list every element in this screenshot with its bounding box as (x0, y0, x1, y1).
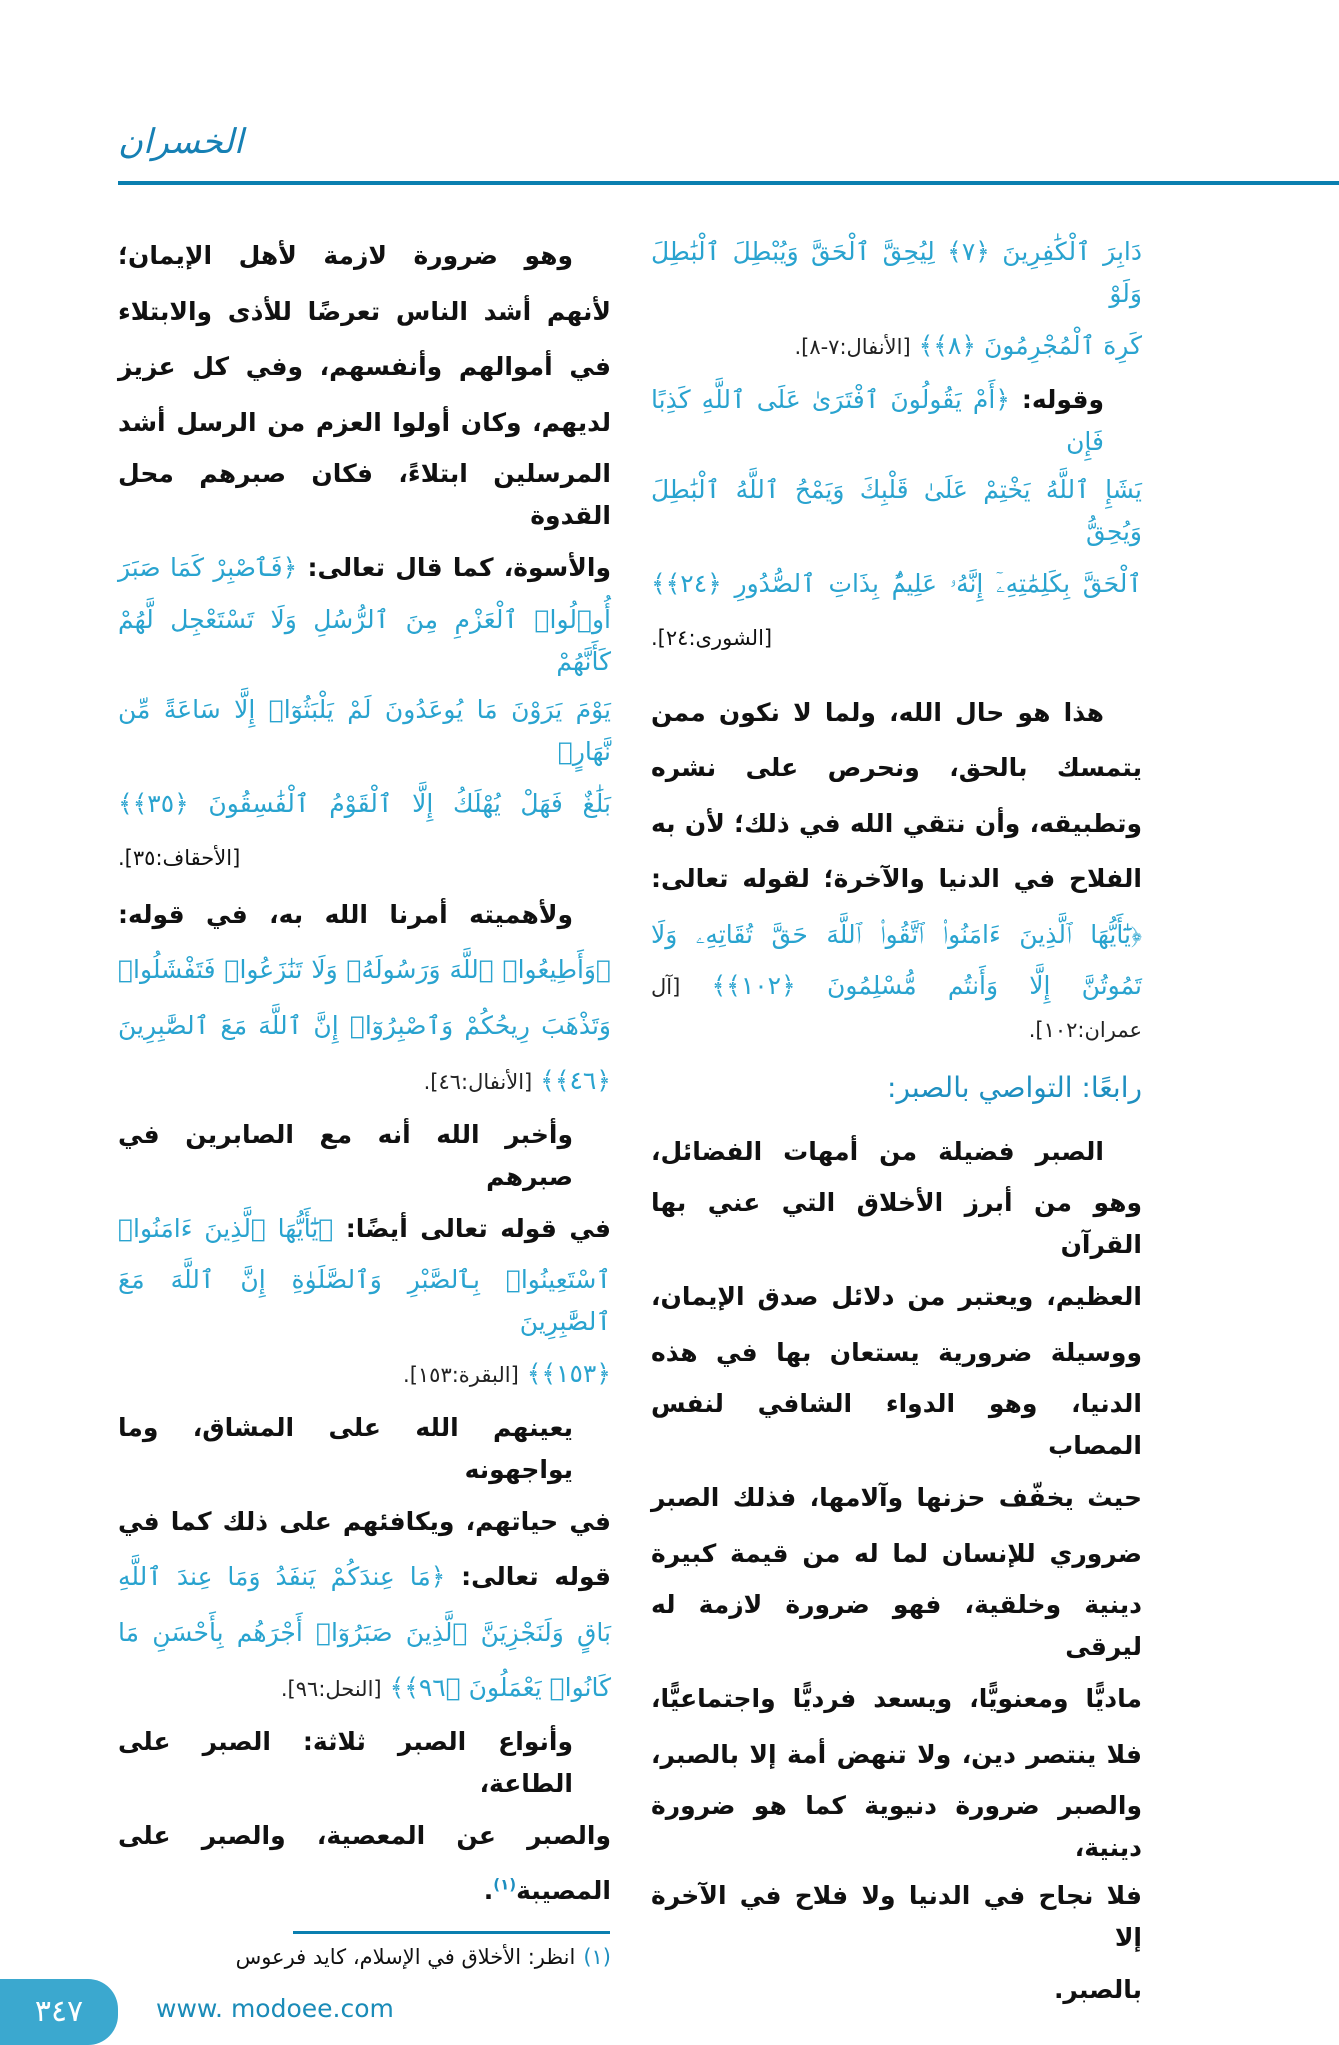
footnote-text: انظر: الأخلاق في الإسلام، كايد فرعوس (235, 1944, 576, 1969)
text-line (651, 685, 1142, 741)
text-line (118, 942, 611, 998)
quran-verse: ﴿فَٱصْبِرْ كَمَا صَبَرَ (118, 553, 298, 582)
text-segment: العظيم، ويعتبر من دلائل صدق الإيمان، (651, 1282, 1142, 1311)
text-segment: والأسوة، كما قال تعالى: (297, 553, 611, 582)
verse-reference: [آل عمران:١٠٢]. (651, 975, 1142, 1042)
text-line (651, 1470, 1142, 1526)
quran-verse: تَمُوتُنَّ إِلَّا وَأَنتُم مُّسْلِمُونَ ﴿١٠٢﴾﴾ (680, 971, 1142, 1000)
text-line (651, 1380, 1142, 1470)
header-divider (118, 181, 1339, 185)
quran-verse: دَابِرَ ٱلْكَٰفِرِينَ ﴿٧﴾ لِيُحِقَّ ٱلْحَقَّ وَيُبْطِلَ ٱلْبَٰطِلَ وَلَوْ (651, 237, 1142, 308)
text-segment: والصبر عن المعصية، والصبر على (118, 1820, 611, 1850)
quran-verse: ﴿يَٰٓأَيُّهَا ٱلَّذِينَ ءَامَنُوا۟ (118, 1213, 334, 1243)
footnote (118, 1945, 611, 1969)
footnote-marker: (١) (493, 1875, 517, 1894)
text-line (651, 907, 1142, 963)
page-number: ٣٤٧ (0, 1979, 118, 2045)
text-line (118, 1549, 611, 1605)
text-line (118, 1111, 611, 1201)
text-line (118, 284, 611, 340)
text-segment: ووسيلة ضرورية يستعان بها في هذه (651, 1337, 1142, 1367)
quran-verse: كَرِهَ ٱلْمُجْرِمُونَ ﴿٨﴾﴾ (910, 331, 1142, 360)
website-link[interactable]: www. modoee.com (156, 1993, 394, 2023)
text-line (118, 1808, 611, 1864)
text-line (118, 1660, 611, 1718)
text-line (651, 1671, 1142, 1727)
verse-reference: [النحل:٩٦]. (280, 1677, 382, 1701)
quran-verse: بَلَٰغٌ فَهَلْ يُهْلَكُ إِلَّا ٱلْقَوْمُ ٱلْفَٰسِقُونَ ﴿٣٥﴾﴾ (118, 788, 611, 818)
text-segment: دينية وخلقية، فهو ضرورة لازمة له ليرقى (651, 1590, 1142, 1661)
text-segment: بالصبر. (1053, 1975, 1142, 2004)
text-line (118, 1605, 611, 1661)
verse-reference: [الأنفال:٤٦]. (423, 1070, 533, 1094)
quran-verse: ٱلْحَقَّ بِكَلِمَٰتِهِۦٓ إِنَّهُۥ عَلِيمٌۢ بِذَاتِ ٱلصُّدُورِ ﴿٢٤﴾﴾ (651, 568, 1142, 598)
text-segment: وقوله: (1010, 384, 1104, 414)
text-line (118, 887, 611, 943)
text-segment: لأنهم أشد الناس تعرضًا للأذى والابتلاء (118, 296, 611, 326)
text-line (651, 1179, 1142, 1269)
text-line (118, 1718, 611, 1808)
section-heading (651, 1060, 1142, 1116)
text-line (118, 1256, 611, 1346)
text-segment: في حياتهم، ويكافئهم على ذلك كما في (118, 1506, 611, 1536)
text-line (118, 1201, 611, 1257)
text-line (651, 1269, 1142, 1325)
text-line (118, 540, 611, 596)
text-segment: المصيبة (516, 1876, 611, 1905)
text-line (651, 1872, 1142, 1962)
footnote-divider (293, 1931, 610, 1934)
text-segment: وأخبر الله أنه مع الصابرين في صبرهم (118, 1119, 573, 1191)
text-segment: [الشورى:٢٤]. (651, 626, 773, 650)
quran-verse: كَانُوا۟ يَعْمَلُونَ ﴿٩٦﴾﴾ (381, 1673, 611, 1702)
text-segment: ولأهميته أمرنا الله به، في قوله: (118, 899, 573, 929)
text-segment: حيث يخفّف حزنها وآلامها، فذلك الصبر (651, 1483, 1142, 1512)
text-segment: وتطبيقه، وأن نتقي الله في ذلك؛ لأن به (651, 808, 1142, 838)
text-line (651, 796, 1142, 852)
right-column (651, 228, 1142, 2018)
text-segment: هذا هو حال الله، ولما لا نكون ممن (651, 697, 1104, 727)
text-line (651, 556, 1142, 612)
text-line (651, 376, 1142, 466)
text-line (118, 395, 611, 451)
text-segment: في قوله تعالى أيضًا: (333, 1213, 611, 1243)
text-segment: يتمسك بالحق، ونحرص على نشره (651, 753, 1142, 782)
text-line (651, 1782, 1142, 1872)
verse-reference: [الأنفال:٧-٨]. (794, 335, 911, 359)
text-line (118, 1346, 611, 1404)
text-line (651, 962, 1142, 1054)
footnote-number: (١) (583, 1944, 611, 1969)
text-line (651, 318, 1142, 376)
text-line (651, 1581, 1142, 1671)
quran-verse: يَشَإِ ٱللَّهُ يَخْتِمْ عَلَىٰ قَلْبِكَ وَيَمْحُ ٱللَّهُ ٱلْبَٰطِلَ وَيُحِقُّ (651, 474, 1142, 546)
text-line (118, 686, 611, 776)
text-line (118, 776, 611, 832)
text-line (118, 1053, 611, 1111)
quran-verse: بَاقٍ وَلَنَجْزِيَنَّ ٱلَّذِينَ صَبَرُوٓا۟ أَجْرَهُم بِأَحْسَنِ مَا (118, 1617, 611, 1647)
text-line (118, 228, 611, 284)
chapter-title: الخسران (118, 122, 244, 162)
text-segment: وهو من أبرز الأخلاق التي عني بها القرآن (651, 1188, 1142, 1259)
text-segment: [الأحقاف:٣٥]. (118, 846, 241, 870)
quran-verse: ﴿وَأَطِيعُوا۟ ٱللَّهَ وَرَسُولَهُۥ وَلَا تَنَٰزَعُوا۟ فَتَفْشَلُوا۟ (118, 955, 611, 984)
text-line (118, 339, 611, 395)
text-segment: والصبر ضرورة دنيوية كما هو ضرورة دينية، (651, 1791, 1142, 1862)
text-segment: فلا ينتصر دين، ولا تنهض أمة إلا بالصبر، (651, 1739, 1142, 1769)
text-line (118, 831, 611, 887)
text-line (118, 1863, 611, 1919)
text-line (651, 1325, 1142, 1381)
quran-verse: ﴿أَمْ يَقُولُونَ ٱفْتَرَىٰ عَلَى ٱللَّهِ كَذِبًا فَإِن (651, 384, 1104, 456)
text-segment: وهو ضرورة لازمة لأهل الإيمان؛ (118, 241, 573, 270)
text-line (651, 1962, 1142, 2018)
text-segment: رابعًا: التواصي بالصبر: (887, 1071, 1142, 1104)
text-line (651, 466, 1142, 556)
text-segment: قوله تعالى: (445, 1562, 611, 1591)
quran-verse: ٱسْتَعِينُوا۟ بِٱلصَّبْرِ وَٱلصَّلَوٰةِ إِنَّ ٱللَّهَ مَعَ ٱلصَّٰبِرِينَ (118, 1265, 611, 1336)
text-segment: وأنواع الصبر ثلاثة: الصبر على الطاعة، (118, 1726, 573, 1798)
text-segment: المرسلين ابتلاءً، فكان صبرهم محل القدوة (118, 459, 611, 530)
text-segment: الدنيا، وهو الدواء الشافي لنفس المصاب (651, 1389, 1142, 1460)
text-line (118, 1404, 611, 1494)
quran-verse: ﴿يَٰٓأَيُّهَا ٱلَّذِينَ ءَامَنُوا۟ ٱتَّقُوا۟ ٱللَّهَ حَقَّ تُقَاتِهِۦ وَلَا (651, 919, 1142, 949)
text-segment: ماديًّا ومعنويًّا، ويسعد فرديًّا واجتماعيًّا، (651, 1684, 1142, 1713)
text-line (651, 228, 1142, 318)
text-line (118, 450, 611, 540)
text-segment: لديهم، وكان أولوا العزم من الرسل أشد (118, 407, 611, 437)
text-segment: في أموالهم وأنفسهم، وفي كل عزيز (118, 352, 611, 381)
text-line (651, 611, 1142, 667)
text-segment: الصبر فضيلة من أمهات الفضائل، (651, 1136, 1104, 1166)
left-column (118, 228, 611, 1919)
quran-verse: يَوْمَ يَرَوْنَ مَا يُوعَدُونَ لَمْ يَلْبَثُوٓا۟ إِلَّا سَاعَةً مِّن نَّهَارٍۭ (118, 694, 611, 766)
text-line (118, 1494, 611, 1550)
text-segment: يعينهم الله على المشاق، وما يواجهونه (118, 1412, 573, 1484)
text-line (118, 596, 611, 686)
text-segment: ضروري للإنسان لما له من قيمة كبيرة (651, 1538, 1142, 1568)
quran-verse: ﴿٤٦﴾﴾ (532, 1066, 611, 1095)
verse-reference: [البقرة:١٥٣]. (403, 1363, 519, 1387)
quran-verse: أُو۟لُوا۟ ٱلْعَزْمِ مِنَ ٱلرُّسُلِ وَلَا تَسْتَعْجِل لَّهُمْ كَأَنَّهُمْ (118, 604, 611, 676)
text-line (651, 740, 1142, 796)
quran-verse: ﴿مَا عِندَكُمْ يَنفَدُ وَمَا عِندَ ٱللَّهِ (118, 1562, 446, 1591)
text-line (651, 1727, 1142, 1783)
text-segment: الفلاح في الدنيا والآخرة؛ لقوله تعالى: (651, 864, 1142, 893)
text-line (651, 1526, 1142, 1582)
text-segment: فلا نجاح في الدنيا ولا فلاح في الآخرة إلا (651, 1881, 1142, 1952)
text-line (651, 1124, 1142, 1180)
text-line (118, 998, 611, 1054)
quran-verse: ﴿١٥٣﴾﴾ (518, 1359, 611, 1388)
quran-verse: وَتَذْهَبَ رِيحُكُمْ وَٱصْبِرُوٓا۟ إِنَّ ٱللَّهَ مَعَ ٱلصَّٰبِرِينَ (118, 1010, 611, 1040)
text-line (651, 851, 1142, 907)
text-segment: . (483, 1876, 494, 1905)
